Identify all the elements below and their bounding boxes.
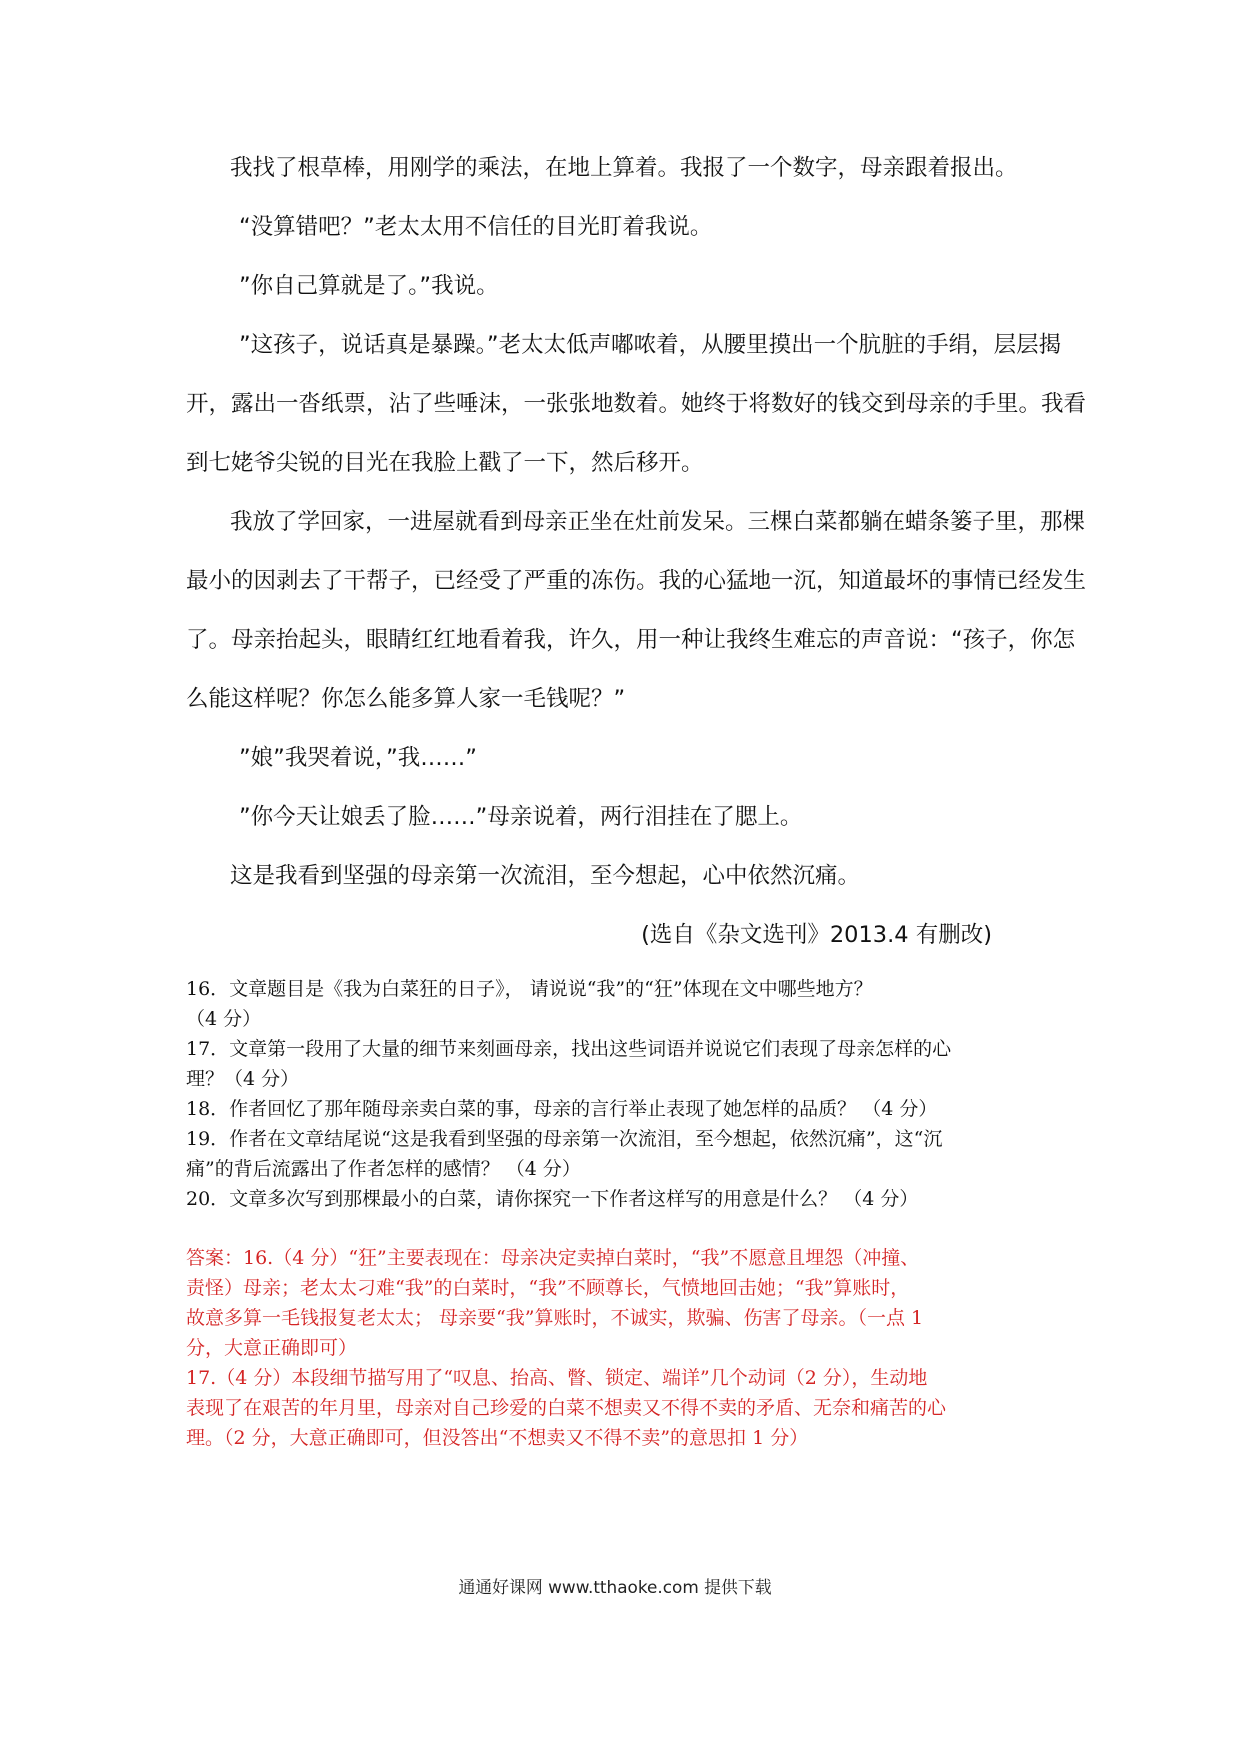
paragraph-4-line-1: ”这孩子，说话真是暴躁。”老太太低声嘟哝着，从腰里摸出一个肮脏的手绢，层层揭 <box>239 332 1062 358</box>
paragraph-4-line-3: 到七姥爷尖锐的目光在我脸上戳了一下，然后移开。 <box>186 450 704 476</box>
paragraph-5-line-1: 我放了学回家，一进屋就看到母亲正坐在灶前发呆。三棵白菜都躺在蜡条篓子里，那棵 <box>230 509 1086 535</box>
question-20: 20．文章多次写到那棵最小的白菜，请你探究一下作者这样写的用意是什么？ （4 分） <box>186 1188 919 1210</box>
answer-17-line-2: 表现了在艰苦的年月里，母亲对自己珍爱的白菜不想卖又不得不卖的矛盾、无奈和痛苦的心 <box>186 1397 947 1419</box>
question-19-line-1: 19．作者在文章结尾说“这是我看到坚强的母亲第一次流泪，至今想起，依然沉痛”，这“沉 <box>186 1128 943 1150</box>
page-footer: 通通好课网 www.tthaoke.com 提供下载 <box>458 1578 772 1598</box>
answer-17-line-3: 理。（2 分，大意正确即可，但没答出“不想卖又不得不卖”的意思扣 1 分） <box>186 1427 809 1449</box>
paragraph-5-line-2: 最小的因剥去了干帮子，已经受了严重的冻伤。我的心猛地一沉，知道最坏的事情已经发生 <box>186 568 1087 594</box>
paragraph-1: 我找了根草棒，用刚学的乘法，在地上算着。我报了一个数字，母亲跟着报出。 <box>230 155 1018 181</box>
paragraph-3: ”你自己算就是了。”我说。 <box>239 273 499 299</box>
paragraph-8: 这是我看到坚强的母亲第一次流泪，至今想起，心中依然沉痛。 <box>230 863 861 889</box>
answer-16-line-1: 答案：16.（4 分）“狂”主要表现在：母亲决定卖掉白菜时，“我”不愿意且埋怨（冲撞、 <box>186 1247 920 1269</box>
question-16-line-2: （4 分） <box>186 1008 262 1030</box>
answer-17-line-1: 17.（4 分）本段细节描写用了“叹息、抬高、瞥、锁定、端详”几个动词（2 分），生动地 <box>186 1367 928 1389</box>
answer-16-line-2: 责怪）母亲；老太太刁难“我”的白菜时，“我”不顾尊长，气愤地回击她；“我”算账时， <box>186 1277 910 1299</box>
answer-16-line-4: 分，大意正确即可） <box>186 1337 358 1359</box>
question-17-line-1: 17．文章第一段用了大量的细节来刻画母亲，找出这些词语并说说它们表现了母亲怎样的心 <box>186 1038 952 1060</box>
paragraph-4-line-2: 开，露出一沓纸票，沾了些唾沫，一张张地数着。她终于将数好的钱交到母亲的手里。我看 <box>186 391 1087 417</box>
paragraph-6: ”娘”我哭着说，”我……” <box>239 745 477 771</box>
question-18: 18．作者回忆了那年随母亲卖白菜的事，母亲的言行举止表现了她怎样的品质？ （4 分） <box>186 1098 938 1120</box>
paragraph-5-line-3: 了。母亲抬起头，眼睛红红地看着我，许久，用一种让我终生难忘的声音说：“孩子，你怎 <box>186 627 1076 653</box>
question-19-line-2: 痛”的背后流露出了作者怎样的感情？ （4 分） <box>186 1158 581 1180</box>
question-17-line-2: 理？（4 分） <box>186 1068 300 1090</box>
source-citation: (选自《杂文选刊》2013.4 有删改) <box>641 922 992 948</box>
paragraph-5-line-4: 么能这样呢？你怎么能多算人家一毛钱呢？” <box>186 686 626 712</box>
paragraph-7: ”你今天让娘丢了脸……”母亲说着，两行泪挂在了腮上。 <box>239 804 803 830</box>
answer-16-line-3: 故意多算一毛钱报复老太太； 母亲要“我”算账时，不诚实，欺骗、伤害了母亲。（一点 1 <box>186 1307 924 1329</box>
paragraph-2: “没算错吧？”老太太用不信任的目光盯着我说。 <box>239 214 713 240</box>
question-16-line-1: 16．文章题目是《我为白菜狂的日子》， 请说说“我”的“狂”体现在文中哪些地方？ <box>186 978 873 1000</box>
